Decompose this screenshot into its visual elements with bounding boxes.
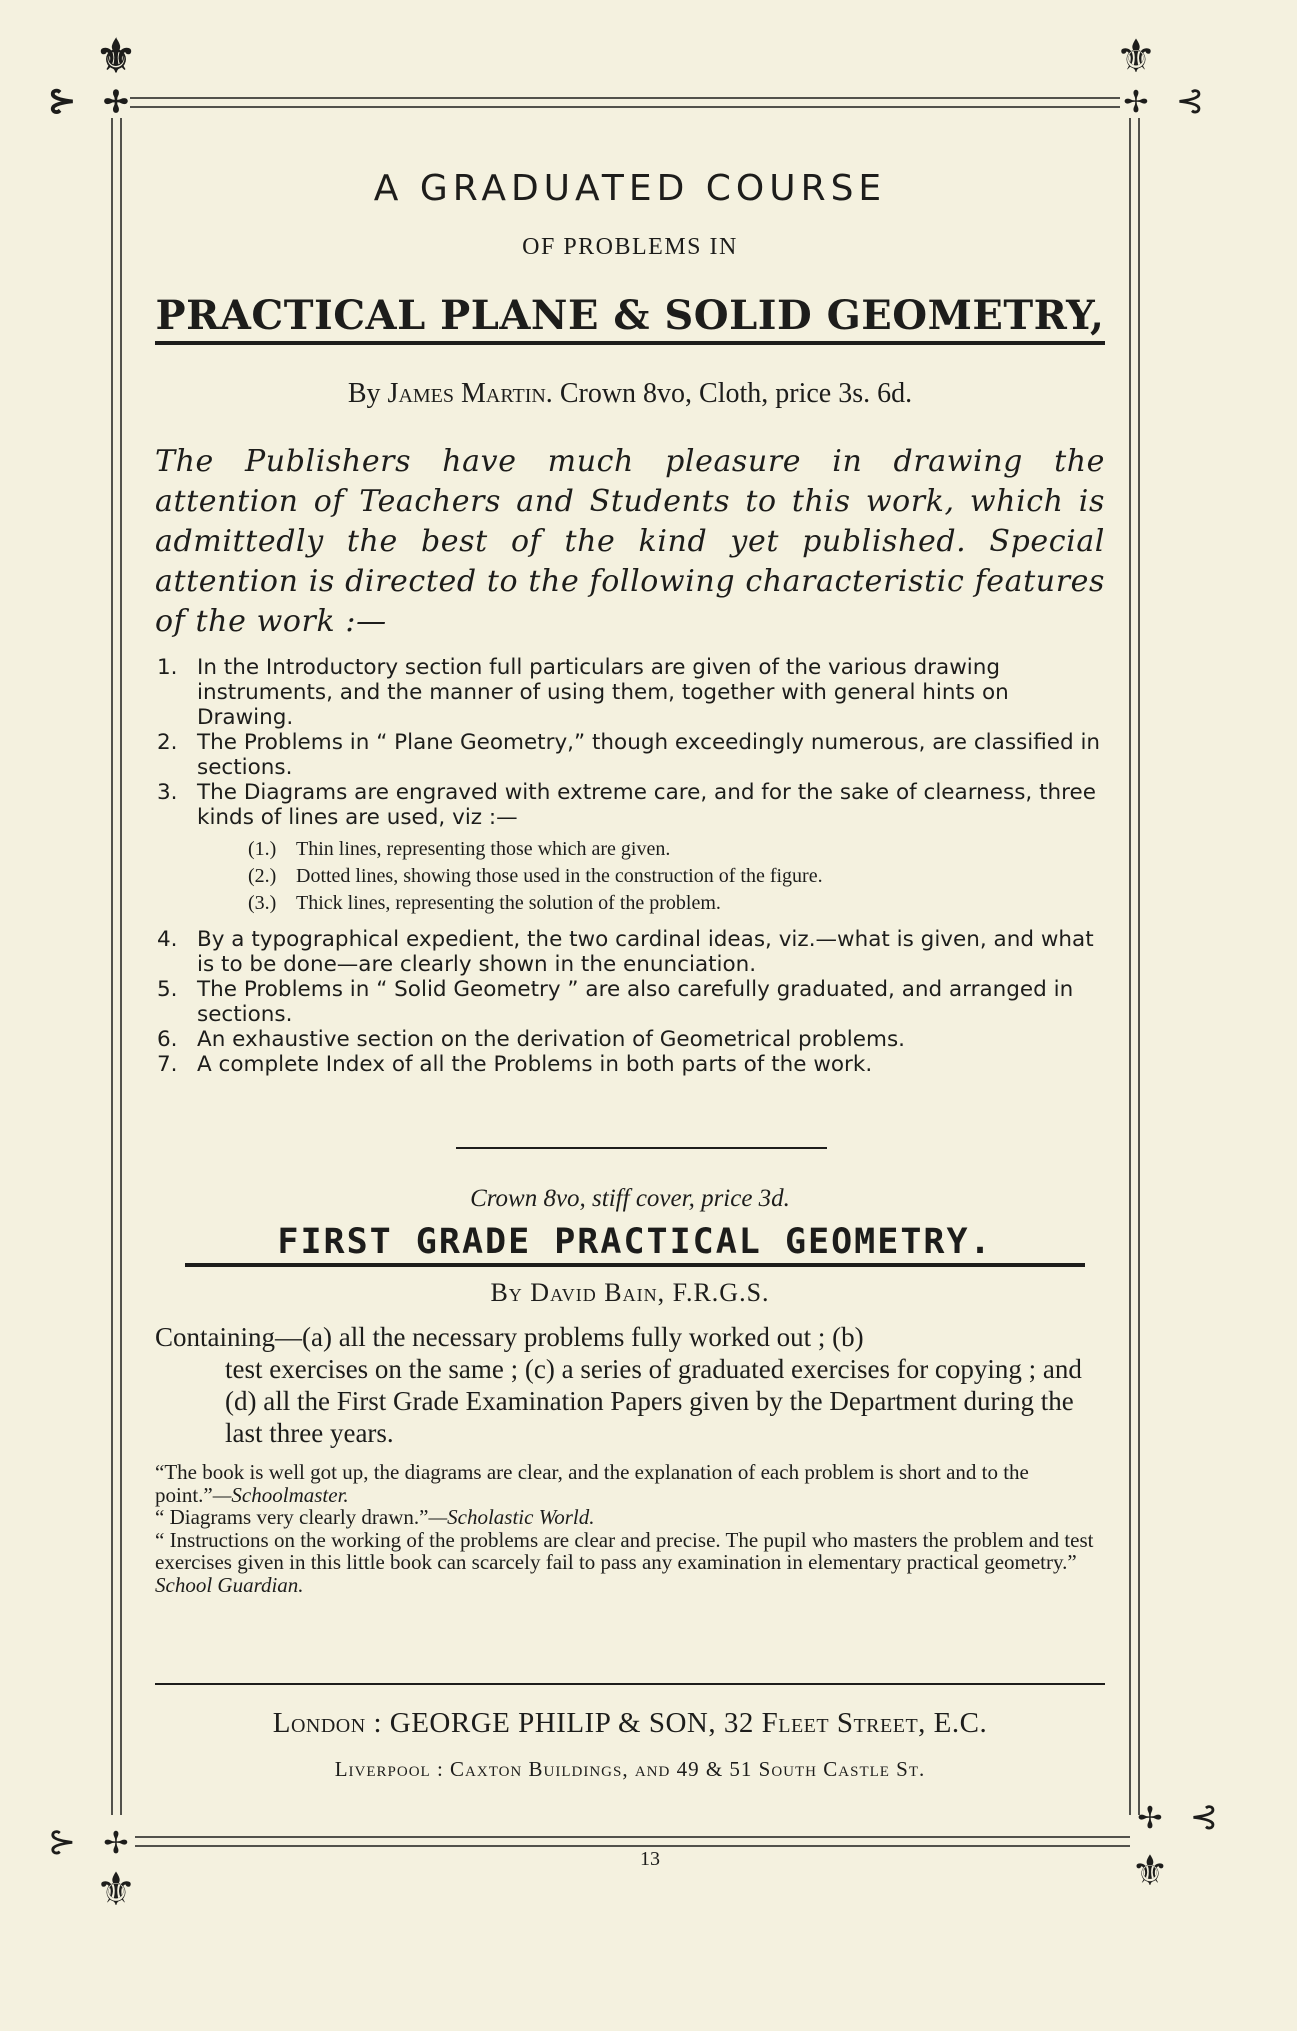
list-item: 3. The Diagrams are engraved with extreme care, and for the sake of clearness, three kinds of lines are used, viz :— (157, 780, 1096, 830)
review-quote: “The book is well got up, the diagrams are clear, and the explanation of each problem is short and to the point.”—Schoolmaster. (155, 1460, 1029, 1507)
reviews (155, 1461, 1105, 1596)
feature-list (155, 655, 1105, 1077)
book2-title: FIRST GRADE PRACTICAL GEOMETRY. (185, 1222, 1085, 1267)
list-item: 4. By a typographical expedient, the two cardinal ideas, viz.—what is given, and what is to be done—are clearly shown in the enunciation. (157, 927, 1094, 977)
review-quote: “ Diagrams very clearly drawn.”—Scholastic World. (155, 1505, 595, 1529)
book1-format: Crown 8vo, Cloth, price 3s. 6d. (559, 378, 913, 409)
line-kind-item: (1.) Thin lines, representing those which are given. (248, 838, 671, 860)
heading-line1: A GRADUATED COURSE (373, 168, 887, 209)
book1-author: James Martin. (387, 378, 553, 409)
book1-byline (155, 378, 1105, 410)
book2-byline (155, 1278, 1105, 1308)
book2-description: Containing—(a) all the necessary problems fully worked out ; (b) test exercises on the same ; (c) a series of graduated exercises for copying ; and (d) all the First Grade Examination Papers given by the Department during the last three years. (155, 1322, 1082, 1448)
svg-text:⊱: ⊱ (47, 1822, 77, 1862)
section-divider (456, 1147, 827, 1149)
line-kind-item: (2.) Dotted lines, showing those used in the construction of the figure. (248, 865, 823, 887)
svg-text:⚜: ⚜ (1131, 1846, 1169, 1895)
svg-text:✢: ✢ (103, 85, 129, 120)
svg-text:⊱: ⊱ (47, 81, 77, 121)
list-item: 1. In the Introductory section full particulars are given of the various drawing instruments, and the manner of using them, together with general hints on Drawing. (157, 655, 1009, 730)
svg-text:⚜: ⚜ (95, 29, 137, 83)
book1-title: PRACTICAL PLANE & SOLID GEOMETRY, (155, 292, 1105, 345)
svg-text:✢: ✢ (1137, 1801, 1163, 1836)
by-label: By (347, 378, 381, 409)
svg-text:✢: ✢ (103, 1826, 129, 1861)
svg-text:⊰: ⊰ (1175, 81, 1205, 121)
fleur-de-lis-corner-icon (48, 1822, 137, 1916)
svg-text:⚜: ⚜ (1115, 29, 1157, 83)
book2-price: Crown 8vo, stiff cover, price 3d. (470, 1185, 790, 1212)
list-item: 2. The Problems in “ Plane Geometry,” though exceedingly numerous, are classified in sections. (157, 730, 1101, 780)
list-item: 5. The Problems in “ Solid Geometry ” are also carefully graduated, and arranged in sections. (157, 977, 1074, 1027)
by-label: By (490, 1278, 523, 1307)
book2-author: David Bain, F.R.G.S. (530, 1278, 770, 1307)
imprint-london: London : GEORGE PHILIP & SON, 32 Fleet Street, E.C. (272, 1707, 988, 1739)
imprint-divider (155, 1683, 1105, 1685)
svg-text:⚜: ⚜ (95, 1862, 137, 1916)
svg-text:⊰: ⊰ (1189, 1797, 1219, 1837)
fleur-de-lis-corner-icon (1131, 1797, 1218, 1895)
line-kind-item: (3.) Thick lines, representing the solution of the problem. (248, 892, 721, 914)
list-item: 6. An exhaustive section on the derivation of Geometrical problems. (157, 1027, 905, 1052)
fleur-de-lis-corner-icon (48, 29, 137, 121)
review-quote: “ Instructions on the working of the problems are clear and precise. The pupil who masters the problem and test exercises given in this little book can scarcely fail to pass any examination in elementary practical geometry.” School Guardian. (155, 1527, 1094, 1597)
list-item: 7. A complete Index of all the Problems in both parts of the work. (157, 1052, 873, 1077)
book1-intro: The Publishers have much pleasure in drawing the attention of Teachers and Students to this work, which is admittedly the best of the kind yet published. Special attention is directed to the following characteristic features of the work :— (155, 444, 1105, 639)
svg-text:✢: ✢ (1123, 85, 1149, 120)
imprint-liverpool: Liverpool : Caxton Buildings, and 49 & 51 South Castle St. (334, 1757, 926, 1781)
fleur-de-lis-corner-icon (1115, 29, 1204, 121)
heading-line2: OF PROBLEMS IN (522, 234, 738, 260)
page-number: 13 (640, 1848, 660, 1870)
